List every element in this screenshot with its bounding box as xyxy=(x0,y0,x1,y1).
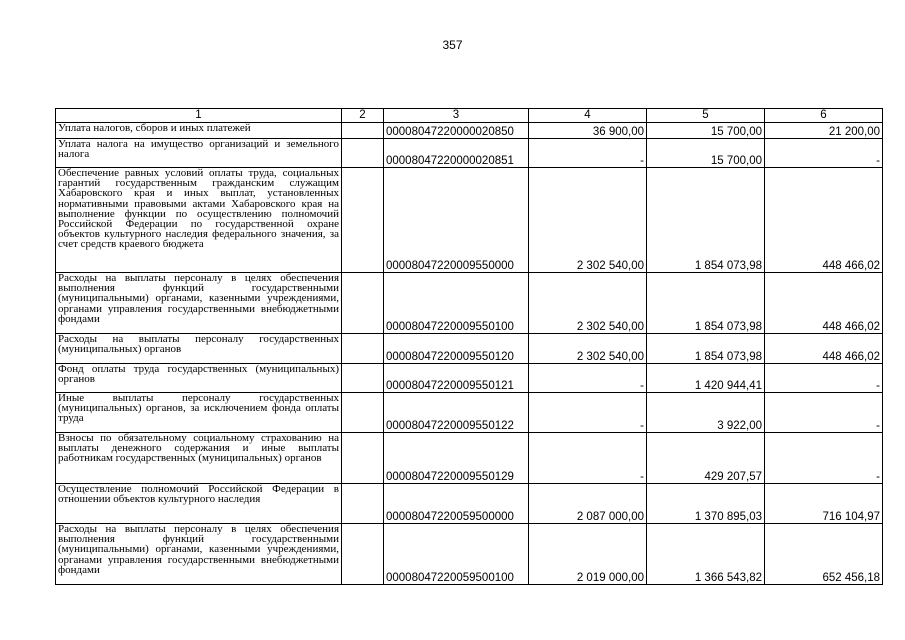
row-value-4: - xyxy=(529,433,647,484)
row-name: Иные выплаты персоналу государственных (муниципальных) органов, за исключением фонда оплаты труда xyxy=(56,393,342,433)
row-name: Уплата налога на имущество организаций и земельного налога xyxy=(56,139,342,168)
row-col2 xyxy=(342,393,384,433)
row-col2 xyxy=(342,168,384,273)
row-value-5: 1 854 073,98 xyxy=(647,334,765,364)
row-col2 xyxy=(342,524,384,585)
row-value-6: 448 466,02 xyxy=(765,273,883,334)
row-value-6: 448 466,02 xyxy=(765,334,883,364)
column-header-4: 4 xyxy=(529,109,647,123)
table-row xyxy=(56,123,883,139)
row-value-6: 716 104,97 xyxy=(765,484,883,524)
table-row xyxy=(56,484,883,524)
table-row xyxy=(56,334,883,364)
header-row xyxy=(56,109,883,123)
row-col2 xyxy=(342,123,384,139)
row-value-5: 1 420 944,41 xyxy=(647,364,765,393)
row-col2 xyxy=(342,433,384,484)
row-value-4: 2 302 540,00 xyxy=(529,168,647,273)
row-value-6: 652 456,18 xyxy=(765,524,883,585)
table-row xyxy=(56,393,883,433)
table-row xyxy=(56,433,883,484)
row-name: Расходы на выплаты персоналу в целях обеспечения выполнения функций государственными (муниципальными) органами, казенными учреждениями, органами управления государственными внебюджетными фондами xyxy=(56,273,342,334)
table-row xyxy=(56,139,883,168)
row-name: Осуществление полномочий Российской Федерации в отношении объектов культурного наследия xyxy=(56,484,342,524)
row-value-5: 429 207,57 xyxy=(647,433,765,484)
row-value-4: 2 302 540,00 xyxy=(529,273,647,334)
row-value-4: - xyxy=(529,393,647,433)
row-code: 00008047220009550120 xyxy=(384,334,529,364)
row-value-5: 1 366 543,82 xyxy=(647,524,765,585)
row-name: Взносы по обязательному социальному страхованию на выплаты денежного содержания и иные выплаты работникам государственных (муниципальных) органов xyxy=(56,433,342,484)
table-row xyxy=(56,364,883,393)
row-value-6: 21 200,00 xyxy=(765,123,883,139)
row-code: 00008047220009550000 xyxy=(384,168,529,273)
row-value-6: - xyxy=(765,139,883,168)
table-row xyxy=(56,168,883,273)
row-value-4: 2 019 000,00 xyxy=(529,524,647,585)
row-value-5: 15 700,00 xyxy=(647,139,765,168)
row-value-6: - xyxy=(765,364,883,393)
row-name: Фонд оплаты труда государственных (муниципальных) органов xyxy=(56,364,342,393)
column-header-5: 5 xyxy=(647,109,765,123)
row-col2 xyxy=(342,334,384,364)
row-value-5: 1 854 073,98 xyxy=(647,273,765,334)
row-name: Расходы на выплаты персоналу в целях обеспечения выполнения функций государственными (муниципальными) органами, казенными учреждениями, органами управления государственными внебюджетными фондами xyxy=(56,524,342,585)
row-name: Обеспечение равных условий оплаты труда, социальных гарантий государственным гражданским служащим Хабаровского края и иных выплат, установленных нормативными правовыми актами Хабаровского края на выполнение функции по осуществлению полномочий Российской Федерации по государственной охране объектов культурного наследия федерального значения, за счет средств краевого бюджета xyxy=(56,168,342,273)
column-header-1: 1 xyxy=(56,109,342,123)
row-name: Расходы на выплаты персоналу государственных (муниципальных) органов xyxy=(56,334,342,364)
row-code: 00008047220059500000 xyxy=(384,484,529,524)
row-col2 xyxy=(342,273,384,334)
page-number: 357 xyxy=(442,38,463,52)
row-value-4: 2 302 540,00 xyxy=(529,334,647,364)
row-col2 xyxy=(342,484,384,524)
column-header-6: 6 xyxy=(765,109,883,123)
row-code: 00008047220059500100 xyxy=(384,524,529,585)
row-value-4: - xyxy=(529,364,647,393)
row-value-5: 1 370 895,03 xyxy=(647,484,765,524)
row-col2 xyxy=(342,364,384,393)
table-row xyxy=(56,273,883,334)
row-col2 xyxy=(342,139,384,168)
row-code: 00008047220000020851 xyxy=(384,139,529,168)
row-value-6: 448 466,02 xyxy=(765,168,883,273)
row-code: 00008047220009550122 xyxy=(384,393,529,433)
row-value-4: - xyxy=(529,139,647,168)
row-value-5: 1 854 073,98 xyxy=(647,168,765,273)
row-value-5: 15 700,00 xyxy=(647,123,765,139)
row-value-5: 3 922,00 xyxy=(647,393,765,433)
column-header-2: 2 xyxy=(342,109,384,123)
row-value-6: - xyxy=(765,393,883,433)
row-code: 00008047220000020850 xyxy=(384,123,529,139)
row-value-6: - xyxy=(765,433,883,484)
row-value-4: 36 900,00 xyxy=(529,123,647,139)
row-name: Уплата налогов, сборов и иных платежей xyxy=(56,123,342,139)
row-code: 00008047220009550121 xyxy=(384,364,529,393)
row-code: 00008047220009550100 xyxy=(384,273,529,334)
column-header-3: 3 xyxy=(384,109,529,123)
row-value-4: 2 087 000,00 xyxy=(529,484,647,524)
row-code: 00008047220009550129 xyxy=(384,433,529,484)
budget-table xyxy=(55,108,883,585)
table-row xyxy=(56,524,883,585)
